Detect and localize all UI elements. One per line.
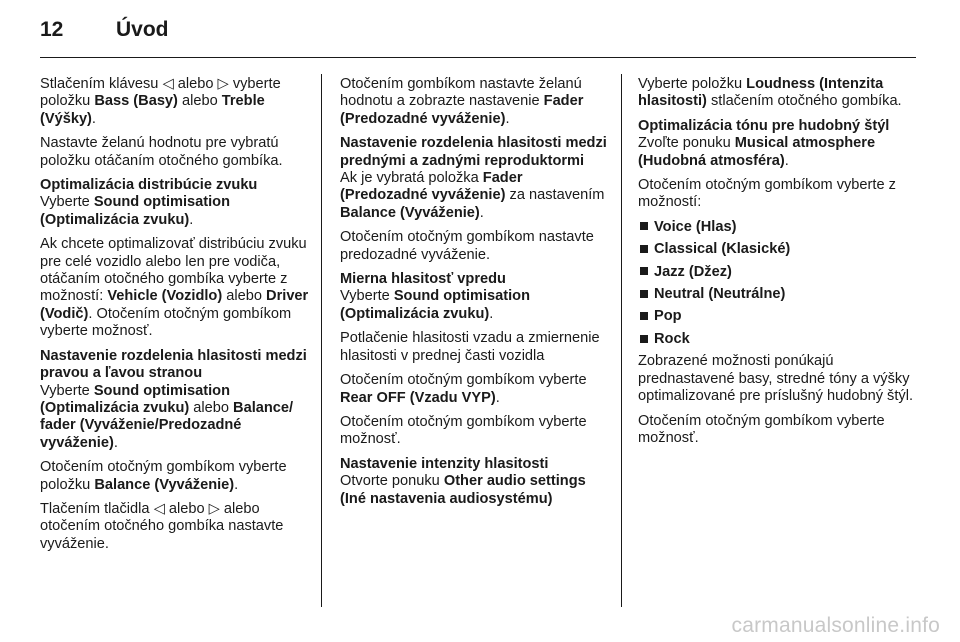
paragraph: Nastavte želanú hodnotu pre vybratú položku otáčaním otočného gombíka.	[40, 135, 283, 169]
section-heading: Nastavenie rozdelenia hlasitosti medzi pravou a ľavou stranou	[40, 347, 307, 382]
header-rule	[40, 57, 916, 58]
paragraph: Ak je vybratá položka Fader (Predozadné vyváženie) za nastavením Balance (Vyváženie).	[340, 170, 605, 221]
square-bullet-icon	[640, 245, 648, 253]
watermark: carmanualsonline.info	[731, 614, 940, 637]
paragraph: Zvoľte ponuku Musical atmosphere (Hudobná atmosféra).	[638, 135, 876, 169]
section-heading: Optimalizácia distribúcie zvuku	[40, 177, 258, 194]
square-bullet-icon	[640, 312, 648, 320]
menu-term: Sound optimisation (Optimalizácia zvuku)	[340, 288, 531, 322]
list-item: Rock	[638, 331, 918, 348]
paragraph: Otočením otočným gombíkom vyberte položku Balance (Vyváženie).	[40, 459, 287, 493]
right-arrow-icon: ▷	[217, 76, 229, 92]
paragraph: Tlačením tlačidla ◁ alebo ▷ alebo otočením otočného gombíka nastavte vyváženie.	[40, 500, 284, 552]
left-arrow-icon: ◁	[162, 76, 174, 92]
menu-term: Fader (Predozadné vyváženie)	[340, 170, 523, 204]
menu-term: Balance/ fader (Vyváženie/Predozadné vyváženie)	[40, 399, 294, 451]
paragraph: Otočením otočným gombíkom vyberte možnosť.	[638, 412, 885, 446]
square-bullet-icon	[640, 290, 648, 298]
menu-term: Treble (Výšky)	[40, 93, 265, 127]
square-bullet-icon	[640, 267, 648, 275]
menu-term: Bass (Basy)	[94, 93, 178, 110]
paragraph: Otočením otočným gombíkom vyberte z možností:	[638, 177, 896, 211]
paragraph: Otočením otočným gombíkom vyberte možnosť.	[340, 413, 587, 448]
paragraph: Ak chcete optimalizovať distribúciu zvuku pre celé vozidlo alebo len pre vodiča, otáčaním otočného gombíka vyberte z možností: Vehicle (Vozidlo) alebo Driver (Vodič). Otočením otočným gombíkom vyberte možnosť.	[40, 236, 309, 340]
section-heading: Nastavenie rozdelenia hlasitosti medzi prednými a zadnými reproduktormi	[340, 135, 607, 169]
menu-term: Loudness (Intenzita hlasitosti)	[638, 76, 884, 110]
paragraph: Vyberte Sound optimisation (Optimalizácia zvuku).	[340, 288, 531, 322]
menu-term: Driver (Vodič)	[40, 288, 309, 322]
column-2	[340, 76, 612, 515]
page-header	[40, 14, 920, 50]
chapter-title: Úvod	[116, 18, 169, 41]
left-arrow-icon: ◁	[153, 500, 165, 517]
section-heading: Mierna hlasitosť vpredu	[340, 271, 506, 288]
menu-term: Vehicle (Vozidlo)	[107, 288, 223, 305]
menu-term: Balance (Vyváženie)	[340, 204, 480, 221]
menu-term: Sound optimisation (Optimalizácia zvuku)	[40, 382, 231, 416]
menu-term: Sound optimisation (Optimalizácia zvuku)	[40, 194, 231, 228]
list-item: Pop	[638, 308, 918, 325]
list-item: Classical (Klasické)	[638, 241, 918, 258]
column-divider	[621, 74, 622, 607]
section-heading: Optimalizácia tónu pre hudobný štýl	[638, 117, 890, 134]
menu-term: Fader (Predozadné vyváženie)	[340, 93, 584, 127]
paragraph: Zobrazené možnosti ponúkajú prednastavené basy, stredné tóny a výšky optimalizované pre príslušný hudobný štýl.	[638, 353, 913, 405]
paragraph: Stlačením klávesu ◁ alebo ▷ vyberte položku Bass (Basy) alebo Treble (Výšky).	[40, 76, 281, 127]
square-bullet-icon	[640, 222, 648, 230]
square-bullet-icon	[640, 335, 648, 343]
paragraph: Otočením gombíkom nastavte želanú hodnotu a zobrazte nastavenie Fader (Predozadné vyváženie).	[340, 76, 584, 127]
column-1	[40, 76, 310, 560]
menu-term: Balance (Vyváženie)	[94, 476, 235, 493]
column-divider	[321, 74, 322, 607]
paragraph: Vyberte položku Loudness (Intenzita hlasitosti) stlačením otočného gombíka.	[638, 76, 902, 110]
menu-term: Rear OFF (Vzadu VYP)	[340, 389, 496, 406]
paragraph: Potlačenie hlasitosti vzadu a zmiernenie hlasitosti v prednej časti vozidla	[340, 330, 600, 364]
column-3	[638, 76, 918, 454]
paragraph: Otočením otočným gombíkom vyberte Rear OFF (Vzadu VYP).	[340, 372, 587, 406]
paragraph: Vyberte Sound optimisation (Optimalizácia zvuku) alebo Balance/ fader (Vyváženie/Predozadné vyváženie).	[40, 382, 294, 451]
right-arrow-icon: ▷	[208, 500, 220, 517]
paragraph: Otvorte ponuku Other audio settings (Iné nastavenia audiosystému)	[340, 473, 586, 507]
page-number: 12	[40, 18, 64, 41]
paragraph: Otočením otočným gombíkom nastavte predozadné vyváženie.	[340, 229, 594, 263]
list-item: Voice (Hlas)	[638, 219, 918, 236]
menu-term: Other audio settings (Iné nastavenia audiosystému)	[340, 473, 586, 507]
section-heading: Nastavenie intenzity hlasitosti	[340, 455, 549, 472]
menu-term: Musical atmosphere (Hudobná atmosféra)	[638, 135, 876, 169]
paragraph: Vyberte Sound optimisation (Optimalizácia zvuku).	[40, 194, 231, 228]
list-item: Neutral (Neutrálne)	[638, 286, 918, 303]
list-item: Jazz (Džez)	[638, 264, 918, 281]
